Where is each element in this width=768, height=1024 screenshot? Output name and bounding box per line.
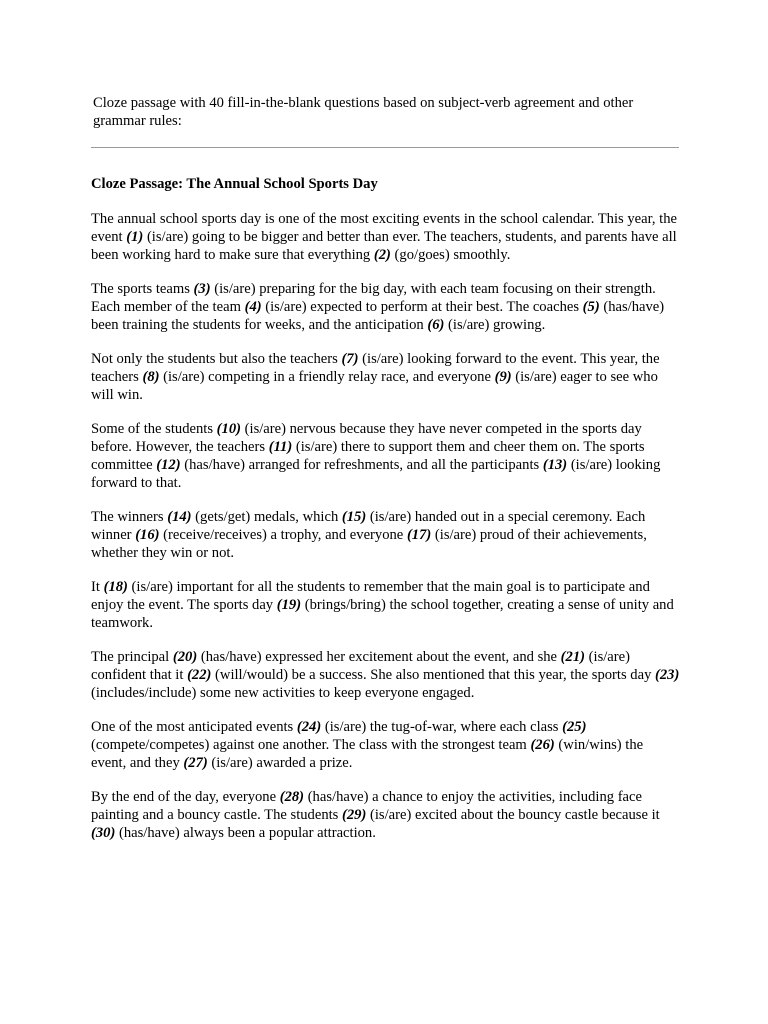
passage-paragraph [91, 420, 681, 492]
blank-number: (3) [193, 281, 211, 297]
blank-number: (2) [373, 247, 391, 263]
paragraph-text: (has/have) arranged for refreshments, and all the participants [180, 457, 543, 473]
paragraph-text: (is/are) there to support them and cheer them on. The sports committee [91, 439, 645, 473]
paragraph-text: (is/are) eager to see who will win. [91, 369, 658, 403]
paragraph-text: (is/are) going to be bigger and better than ever. The teachers, students, and parents have all been working hard to make sure that everything [91, 229, 677, 263]
blank-number: (17) [406, 527, 432, 543]
blank-number: (27) [183, 755, 208, 771]
blank-number: (1) [126, 229, 144, 245]
paragraph-text: The winners [91, 509, 168, 525]
intro-text: Cloze passage with 40 fill-in-the-blank questions based on subject-verb agreement and other grammar rules: [93, 95, 634, 129]
passage-paragraph [91, 508, 681, 562]
paragraph-text: (is/are) looking forward to that. [91, 457, 661, 491]
blank-number: (28) [279, 789, 305, 805]
paragraph-text: (includes/include) some new activities to keep everyone engaged. [91, 685, 475, 701]
blank-number: (29) [342, 807, 367, 823]
blank-number: (7) [341, 351, 359, 367]
blank-number: (6) [427, 317, 445, 333]
blank-number: (22) [187, 667, 212, 683]
paragraph-text: (is/are) looking forward to the event. This year, the teachers [91, 351, 660, 385]
paragraph-text: (is/are) confident that it [91, 649, 630, 683]
blank-number: (5) [582, 299, 600, 315]
paragraph-text: (has/have) a chance to enjoy the activities, including face painting and a bouncy castle. The students [91, 789, 642, 823]
passage-body [91, 210, 681, 842]
blank-number: (18) [103, 579, 128, 595]
paragraph-text: (will/would) be a success. She also mentioned that this year, the sports day [211, 667, 656, 683]
horizontal-divider [91, 147, 679, 148]
blank-number: (26) [530, 737, 555, 753]
paragraph-text: (receive/receives) a trophy, and everyone [159, 527, 407, 543]
paragraph-text: Not only the students but also the teachers [91, 351, 342, 367]
blank-number: (24) [296, 719, 322, 735]
blank-number: (11) [268, 439, 293, 455]
paragraph-text: (is/are) the tug-of-war, where each class [321, 719, 563, 735]
passage-paragraph [91, 718, 681, 772]
paragraph-text: The sports teams [91, 281, 194, 297]
blank-number: (14) [167, 509, 192, 525]
blank-number: (21) [560, 649, 585, 665]
paragraph-text: (gets/get) medals, which [191, 509, 342, 525]
blank-number: (9) [494, 369, 512, 385]
paragraph-text: The annual school sports day is one of the most exciting events in the school calendar. This year, the event [91, 211, 677, 245]
passage-paragraph [91, 578, 681, 632]
blank-number: (13) [542, 457, 568, 473]
paragraph-text: By the end of the day, everyone [91, 789, 280, 805]
passage-paragraph [91, 280, 681, 334]
document-page [91, 94, 681, 842]
blank-number: (19) [276, 597, 302, 613]
paragraph-text: (has/have) always been a popular attraction. [115, 825, 376, 841]
paragraph-text: (is/are) handed out in a special ceremony. Each winner [91, 509, 646, 543]
paragraph-text: (is/are) awarded a prize. [207, 755, 353, 771]
passage-paragraph [91, 648, 681, 702]
paragraph-text: (is/are) important for all the students to remember that the main goal is to participate and enjoy the event. The sports day [91, 579, 650, 613]
passage-paragraph [91, 210, 681, 264]
paragraph-text: The principal [91, 649, 173, 665]
passage-paragraph [91, 788, 681, 842]
passage-title: Cloze Passage: The Annual School Sports Day [91, 176, 378, 192]
blank-number: (20) [172, 649, 198, 665]
blank-number: (15) [341, 509, 367, 525]
paragraph-text: (go/goes) smoothly. [390, 247, 511, 263]
blank-number: (23) [655, 667, 680, 683]
paragraph-text: (compete/competes) against one another. The class with the strongest team [91, 737, 531, 753]
paragraph-text: One of the most anticipated events [91, 719, 297, 735]
paragraph-text: (has/have) been training the students for weeks, and the anticipation [91, 299, 665, 333]
paragraph-text: (is/are) competing in a friendly relay race, and everyone [159, 369, 495, 385]
blank-number: (10) [216, 421, 241, 437]
blank-number: (4) [244, 299, 262, 315]
paragraph-text: (is/are) expected to perform at their best. The coaches [261, 299, 583, 315]
paragraph-text: It [91, 579, 104, 595]
paragraph-text: (is/are) preparing for the big day, with each team focusing on their strength. Each member of the team [91, 281, 656, 315]
blank-number: (25) [562, 719, 587, 735]
paragraph-text: (is/are) proud of their achievements, whether they win or not. [91, 527, 647, 561]
paragraph-text: (is/are) growing. [444, 317, 546, 333]
blank-number: (8) [142, 369, 160, 385]
blank-number: (12) [156, 457, 181, 473]
paragraph-text: (is/are) excited about the bouncy castle because it [366, 807, 660, 823]
blank-number: (16) [135, 527, 160, 543]
paragraph-text: (brings/bring) the school together, creating a sense of unity and teamwork. [91, 597, 674, 631]
paragraph-text: Some of the students [91, 421, 217, 437]
passage-paragraph [91, 350, 681, 404]
paragraph-text: (win/wins) the event, and they [91, 737, 644, 771]
paragraph-text: (is/are) nervous because they have never competed in the sports day before. However, the teachers [91, 421, 642, 455]
blank-number: (30) [91, 825, 116, 841]
paragraph-text: (has/have) expressed her excitement about the event, and she [197, 649, 561, 665]
